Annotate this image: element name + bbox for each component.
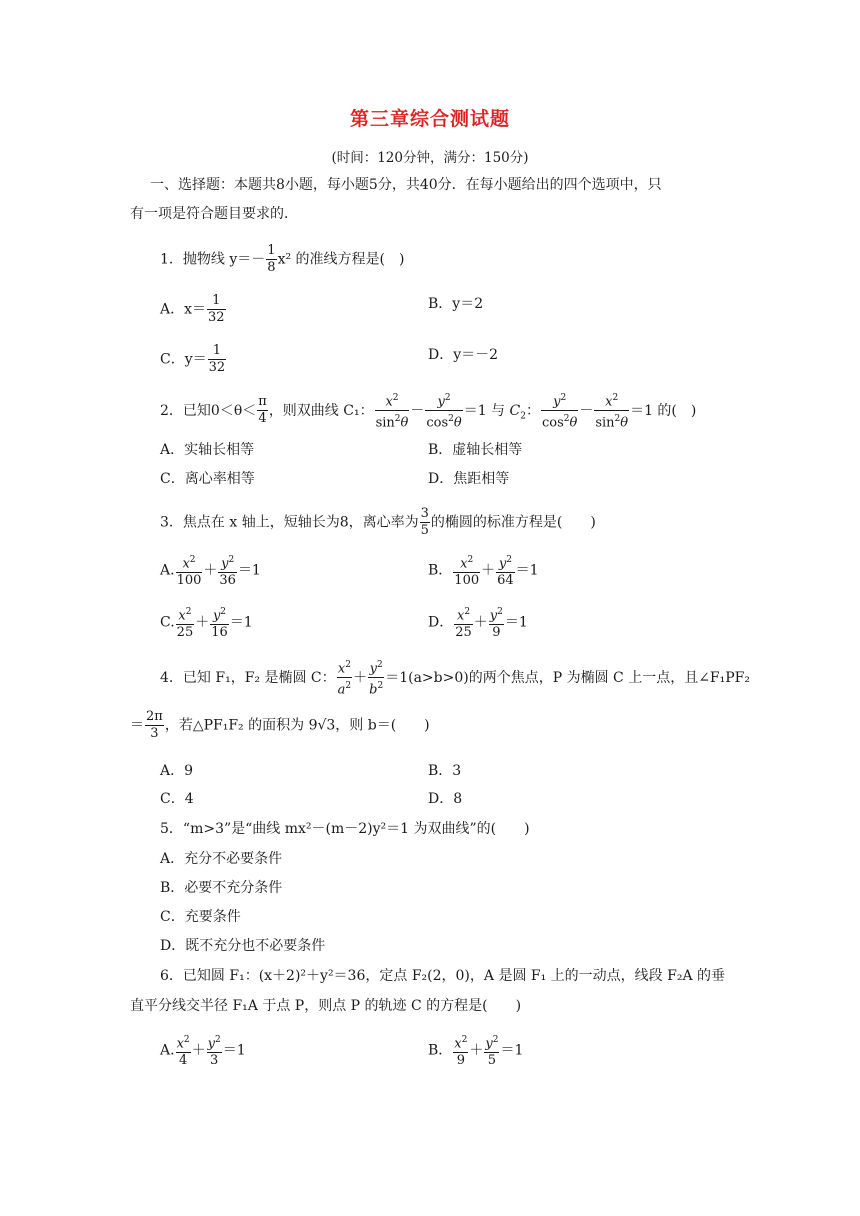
fraction-1-8: $\frac{1}{8}$	[267, 243, 276, 275]
question-4-stem-line2: ＝ $\frac{2\pi}{3}$ ，若△PF₁F₂ 的面积为 9√3，则 b＝( )	[130, 709, 430, 741]
q5-option-a: A．充分不必要条件	[160, 851, 283, 867]
q2-option-a: A．实轴长相等	[160, 442, 255, 458]
q3-option-c: C. $\frac{x^2}{25}$ ＋ $\frac{y^2}{16}$ ＝1	[160, 604, 253, 641]
q4-option-b: B．3	[428, 763, 462, 779]
q5-option-c: C．充要条件	[160, 909, 241, 925]
q3-option-d: D． $\frac{x^2}{25}$ ＋ $\frac{y^2}{9}$ ＝1	[428, 604, 528, 641]
q1-option-d: D．y＝－2	[428, 347, 499, 363]
question-2-stem: 2．已知0＜θ＜ $\frac{\pi}{4}$ ，则双曲线 C₁： $\frac{x^2}{\sin^2\theta}$ － $\frac{y^2}{\cos^2\theta}$ ＝1 与 $C_2$： $\frac{y^2}{\cos^2\theta}$ － $\frac{x^2}{\sin^2\theta}$ ＝1 的( )	[160, 390, 696, 432]
q4-option-d: D．8	[428, 791, 463, 807]
q2-option-c: C．离心率相等	[160, 471, 255, 487]
q4-option-c: C．4	[160, 791, 194, 807]
q3-option-a: A. $\frac{x^2}{100}$ ＋ $\frac{y^2}{36}$ ＝1	[160, 552, 261, 589]
q6-option-a: A. $\frac{x^2}{4}$ ＋ $\frac{y^2}{3}$ ＝1	[160, 1032, 246, 1069]
q1-option-c: C．y＝ $\frac{1}{32}$	[160, 343, 226, 375]
q3-option-b: B． $\frac{x^2}{100}$ ＋ $\frac{y^2}{64}$ ＝1	[428, 552, 539, 589]
q1-option-a: A．x＝ $\frac{1}{32}$	[160, 293, 225, 325]
q2-option-d: D．焦距相等	[428, 471, 510, 487]
q4-option-a: A．9	[160, 763, 194, 779]
page-title: 第三章综合测试题	[349, 108, 510, 130]
q5-option-d: D．既不充分也不必要条件	[160, 938, 326, 954]
question-3-stem: 3．焦点在 x 轴上，短轴长为8，离心率为 $\frac{3}{5}$ 的椭圆的标准方程是( )	[160, 506, 596, 538]
question-6-stem-line2: 直平分线交半径 F₁A 于点 P，则点 P 的轨迹 C 的方程是( )	[130, 998, 522, 1014]
question-6-stem-line1: 6．已知圆 F₁：(x＋2)²＋y²＝36，定点 F₂(2，0)，A 是圆 F₁ 上的一动点，线段 F₂A 的垂	[160, 968, 726, 984]
q5-option-b: B．必要不充分条件	[160, 880, 283, 896]
section-instruction-line1: 一、选择题：本题共8小题，每小题5分，共40分．在每小题给出的四个选项中，只	[150, 177, 662, 193]
q1-option-b: B．y＝2	[428, 296, 484, 312]
q2-option-b: B．虚轴长相等	[428, 442, 523, 458]
section-instruction-line2: 有一项是符合题目要求的．	[130, 206, 298, 222]
exam-info: (时间：120分钟，满分：150分)	[331, 150, 529, 166]
question-5-stem: 5．“m>3”是“曲线 mx²－(m－2)y²＝1 为双曲线”的( )	[160, 821, 530, 837]
question-1-stem: 1．抛物线 y＝－ $\frac{1}{8}$ x² 的准线方程是( )	[160, 243, 405, 275]
question-4-stem-line1: 4．已知 F₁，F₂ 是椭圆 C： $\frac{x^2}{a^2}$ ＋ $\frac{y^2}{b^2}$ ＝1(a>b>0)的两个焦点，P 为椭圆 C 上一点，且∠F₁PF₂	[160, 657, 750, 699]
q6-option-b: B． $\frac{x^2}{9}$ ＋ $\frac{y^2}{5}$ ＝1	[428, 1032, 523, 1069]
